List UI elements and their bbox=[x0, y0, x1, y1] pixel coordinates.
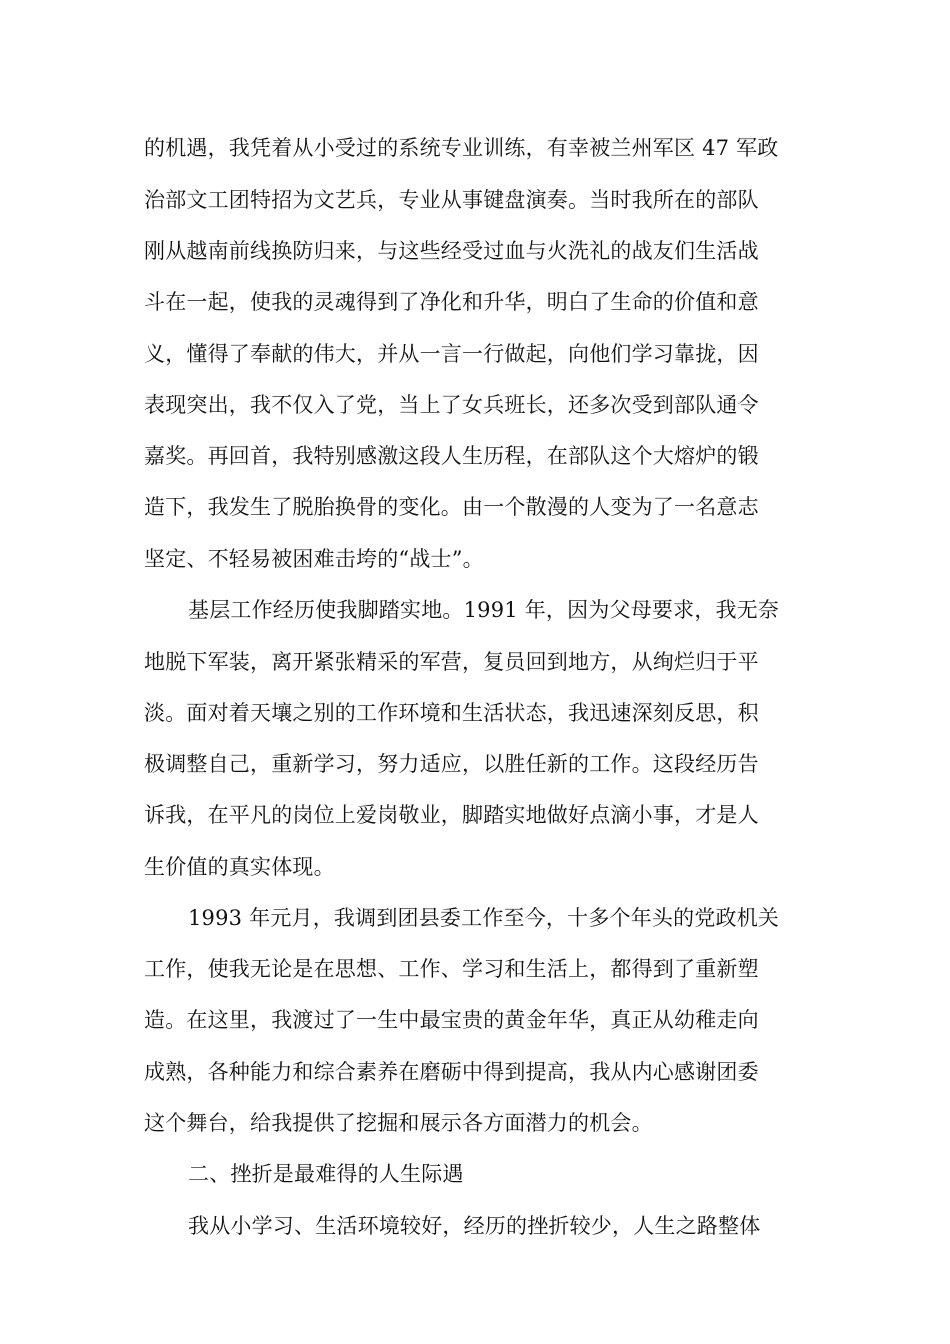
paragraph-first-line: 1993 年元月，我调到团县委工作至今，十多个年头的党政机关 bbox=[188, 906, 780, 930]
text-line: 造下，我发生了脱胎换骨的变化。由一个散漫的人变为了一名意志 bbox=[144, 495, 759, 519]
text-line: 工作，使我无论是在思想、工作、学习和生活上，都得到了重新塑 bbox=[144, 957, 759, 981]
paragraph-first-line: 基层工作经历使我脚踏实地。1991 年，因为父母要求，我无奈 bbox=[188, 598, 780, 622]
text-line: 义，懂得了奉献的伟大，并从一言一行做起，向他们学习靠拢，因 bbox=[144, 342, 759, 366]
text-line: 坚定、不轻易被困难击垮的“战士”。 bbox=[144, 547, 484, 571]
text-line: 刚从越南前线换防归来，与这些经受过血与火洗礼的战友们生活战 bbox=[144, 239, 759, 263]
text-line: 淡。面对着天壤之别的工作环境和生活状态，我迅速深刻反思，积 bbox=[144, 701, 759, 725]
text-line: 的机遇，我凭着从小受过的系统专业训练，有幸被兰州军区 47 军政 bbox=[144, 136, 779, 160]
text-line: 成熟，各种能力和综合素养在磨砺中得到提高，我从内心感谢团委 bbox=[144, 1060, 759, 1084]
text-line: 这个舞台，给我提供了挖掘和展示各方面潜力的机会。 bbox=[144, 1111, 653, 1135]
text-line: 斗在一起，使我的灵魂得到了净化和升华，明白了生命的价值和意 bbox=[144, 290, 759, 314]
text-line: 造。在这里，我渡过了一生中最宝贵的黄金年华，真正从幼稚走向 bbox=[144, 1008, 759, 1032]
text-line: 诉我，在平凡的岗位上爱岗敬业，脚踏实地做好点滴小事，才是人 bbox=[144, 803, 759, 827]
text-line: 表现突出，我不仅入了党，当上了女兵班长，还多次受到部队通令 bbox=[144, 393, 759, 417]
text-line: 极调整自己，重新学习，努力适应，以胜任新的工作。这段经历告 bbox=[144, 752, 759, 776]
section-heading: 二、挫折是最难得的人生际遇 bbox=[188, 1162, 464, 1186]
paragraph-first-line: 我从小学习、生活环境较好，经历的挫折较少，人生之路整体 bbox=[188, 1214, 761, 1238]
text-line: 地脱下军装，离开紧张精采的军营，复员回到地方，从绚烂归于平 bbox=[144, 650, 759, 674]
text-line: 生价值的真实体现。 bbox=[144, 855, 335, 879]
text-line: 治部文工团特招为文艺兵，专业从事键盘演奏。当时我所在的部队 bbox=[144, 188, 759, 212]
text-line: 嘉奖。再回首，我特别感激这段人生历程，在部队这个大熔炉的锻 bbox=[144, 444, 759, 468]
